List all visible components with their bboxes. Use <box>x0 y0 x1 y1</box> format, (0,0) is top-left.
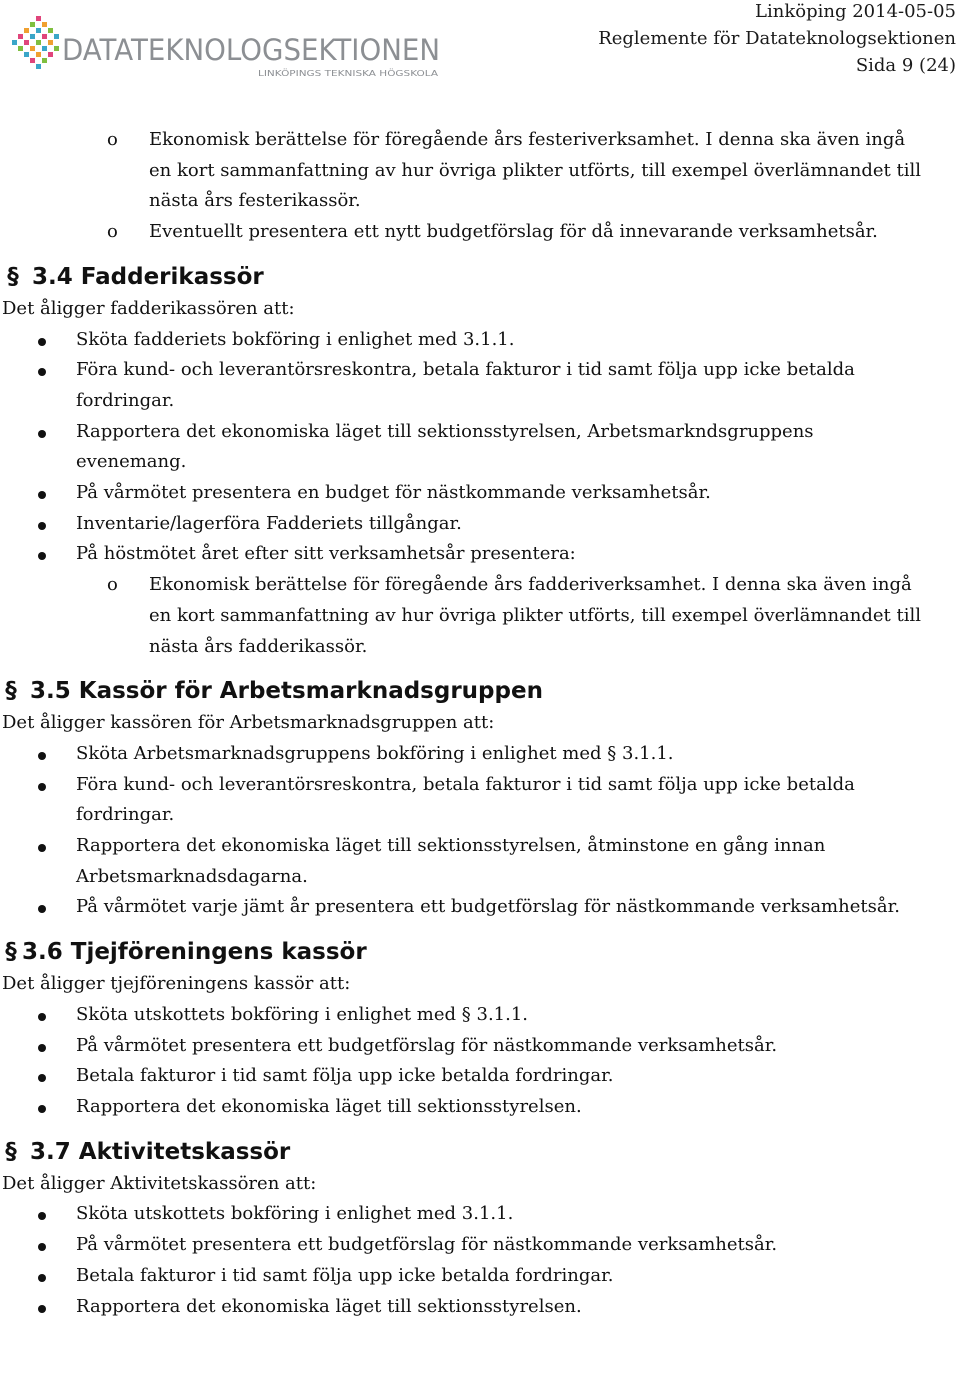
section-heading-3-4: § 3.4 Fadderikassör <box>0 260 960 294</box>
list-item: Föra kund- och leverantörsreskontra, betala fakturor i tid samt följa upp icke betalda <box>0 355 960 386</box>
document-title: Reglemente för Datateknologsektionen <box>598 28 956 49</box>
bullet-icon <box>38 1044 46 1052</box>
bullet-icon <box>38 368 46 376</box>
section-symbol-icon: § <box>5 1138 17 1165</box>
sub-list-item-cont: nästa års fadderikassör. <box>149 635 368 657</box>
sub-list-item-cont: en kort sammanfattning av hur övriga plikter utförts, till exempel överlämnandet till <box>149 604 921 626</box>
bullet-icon <box>38 783 46 791</box>
bullet-icon <box>38 1243 46 1251</box>
list-item: Rapportera det ekonomiska läget till sektionsstyrelsen, Arbetsmarkndsgruppens <box>0 417 960 448</box>
list-item-cont: evenemang. <box>76 451 187 473</box>
list-item: Rapportera det ekonomiska läget till sektionsstyrelsen, åtminstone en gång innan <box>0 831 960 862</box>
bullet-icon <box>38 752 46 760</box>
list-item: Sköta utskottets bokföring i enlighet med § 3.1.1. <box>0 1000 960 1031</box>
section-intro: Det åligger kassören för Arbetsmarknadsgruppen att: <box>2 712 495 734</box>
section-symbol-icon: § <box>5 939 17 966</box>
list-item: Betala fakturor i tid samt följa upp icke betalda fordringar. <box>0 1061 960 1092</box>
sub-list-item: o Ekonomisk berättelse för föregående års festeriverksamhet. I denna ska även ingå <box>0 125 960 156</box>
list-item: Föra kund- och leverantörsreskontra, betala fakturor i tid samt följa upp icke betalda <box>0 770 960 801</box>
page-header <box>0 0 960 95</box>
circle-bullet-icon: o <box>107 129 118 150</box>
sub-list-item-cont: nästa års festerikassör. <box>149 190 361 212</box>
bullet-icon <box>38 338 46 346</box>
bullet-icon <box>38 1013 46 1021</box>
section-heading-3-6: § 3.6 Tjejföreningens kassör <box>0 935 960 969</box>
header-meta <box>598 0 956 79</box>
list-item-cont: fordringar. <box>76 804 175 826</box>
list-item: På vårmötet presentera en budget för nästkommande verksamhetsår. <box>0 478 960 509</box>
logo-icon <box>8 6 448 86</box>
section-heading-3-7: § 3.7 Aktivitetskassör <box>0 1135 960 1169</box>
logo-pixel-mark <box>12 16 59 69</box>
list-item: På vårmötet presentera ett budgetförslag för nästkommande verksamhetsår. <box>0 1031 960 1062</box>
section-symbol-icon: § <box>7 263 19 290</box>
bullet-icon <box>38 1212 46 1220</box>
bullet-icon <box>38 844 46 852</box>
list-item: Sköta Arbetsmarknadsgruppens bokföring i enlighet med § 3.1.1. <box>0 739 960 770</box>
sub-list-item-cont: en kort sammanfattning av hur övriga plikter utförts, till exempel överlämnandet till <box>149 159 921 181</box>
list-item: Rapportera det ekonomiska läget till sektionsstyrelsen. <box>0 1092 960 1123</box>
logo-subtext: LINKÖPINGS TEKNISKA HÖGSKOLA <box>258 69 396 78</box>
place-date: Linköping 2014-05-05 <box>755 1 956 22</box>
bullet-icon <box>38 1305 46 1313</box>
list-item: Betala fakturor i tid samt följa upp icke betalda fordringar. <box>0 1261 960 1292</box>
list-item-cont: fordringar. <box>76 389 175 411</box>
section-intro: Det åligger tjejföreningens kassör att: <box>2 973 351 995</box>
circle-bullet-icon: o <box>107 221 118 243</box>
section-heading-3-5: § 3.5 Kassör för Arbetsmarknadsgruppen <box>0 674 960 708</box>
bullet-icon <box>38 1074 46 1082</box>
section-intro: Det åligger Aktivitetskassören att: <box>2 1172 317 1194</box>
list-item: På höstmötet året efter sitt verksamhetsår presentera: <box>0 539 960 570</box>
list-item: Rapportera det ekonomiska läget till sektionsstyrelsen. <box>0 1292 960 1323</box>
logo <box>8 6 448 86</box>
bullet-icon <box>38 1105 46 1113</box>
logo-wordmark: DATATEKNOLOGSEKTIONEN <box>62 33 440 67</box>
bullet-icon <box>38 1274 46 1282</box>
list-item: På vårmötet presentera ett budgetförslag för nästkommande verksamhetsår. <box>0 1230 960 1261</box>
section-symbol-icon: § <box>5 678 17 705</box>
bullet-icon <box>38 552 46 560</box>
section-intro: Det åligger fadderikassören att: <box>2 297 295 319</box>
list-item: Sköta utskottets bokföring i enlighet med 3.1.1. <box>0 1199 960 1230</box>
document-body <box>0 125 960 1322</box>
bullet-icon <box>38 905 46 913</box>
bullet-icon <box>38 491 46 499</box>
list-item: Inventarie/lagerföra Fadderiets tillgångar. <box>0 509 960 540</box>
circle-bullet-icon: o <box>107 574 118 596</box>
bullet-icon <box>38 430 46 438</box>
bullet-icon <box>38 522 46 530</box>
sub-list-item: o Ekonomisk berättelse för föregående års fadderiverksamhet. I denna ska även ingå <box>0 570 960 601</box>
page-number: Sida 9 (24) <box>855 55 956 76</box>
list-item: På vårmötet varje jämt år presentera ett budgetförslag för nästkommande verksamhetsår. <box>0 892 960 923</box>
sub-list-item: o Eventuellt presentera ett nytt budgetförslag för då innevarande verksamhetsår. <box>0 217 960 248</box>
list-item-cont: Arbetsmarknadsdagarna. <box>76 865 308 887</box>
list-item: Sköta fadderiets bokföring i enlighet med 3.1.1. <box>0 325 960 356</box>
